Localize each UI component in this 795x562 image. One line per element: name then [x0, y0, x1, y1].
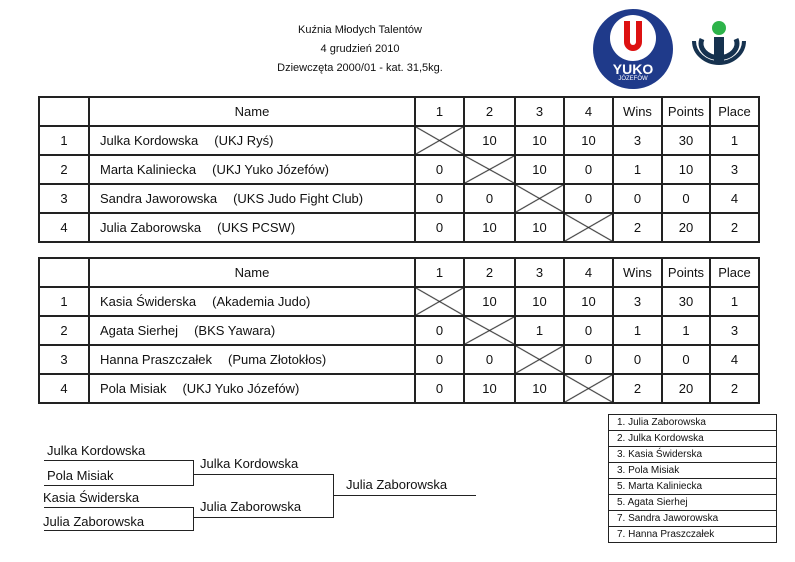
score-cell: 0: [464, 184, 515, 213]
competitor-name: Agata Sierhej: [100, 323, 179, 338]
group-a-table: [38, 96, 760, 243]
score-cell: 0: [564, 155, 613, 184]
column-header: Points: [662, 258, 710, 287]
column-header: 1: [415, 97, 464, 126]
column-header: 3: [515, 97, 564, 126]
yuko-logo: [593, 9, 673, 89]
column-header: 4: [564, 258, 613, 287]
diagonal-cross-cell: [464, 316, 515, 345]
place-cell: 4: [710, 184, 759, 213]
competitor-cell: [89, 184, 415, 213]
table-row: [39, 345, 759, 374]
competitor-club: (UKJ Ryś): [214, 133, 274, 148]
bracket-line: [193, 460, 194, 486]
table-row: [39, 155, 759, 184]
competitor-name: Marta Kaliniecka: [100, 162, 197, 177]
ranking-entry: 2. Julka Kordowska: [609, 431, 777, 447]
points-cell: 20: [662, 374, 710, 403]
ranking-entry: 7. Sandra Jaworowska: [609, 511, 777, 527]
place-cell: 3: [710, 316, 759, 345]
score-cell: 10: [515, 155, 564, 184]
score-cell: 10: [515, 126, 564, 155]
score-cell: 0: [415, 345, 464, 374]
score-cell: 10: [515, 374, 564, 403]
wins-cell: 2: [613, 213, 662, 242]
ranking-entry: 1. Julia Zaborowska: [609, 415, 777, 431]
column-header: 4: [564, 97, 613, 126]
bracket-line: [193, 507, 194, 531]
yuko-logo-subtext: JÓZEFÓW: [618, 76, 648, 82]
wins-cell: 3: [613, 126, 662, 155]
competitor-name: Kasia Świderska: [100, 294, 197, 309]
list-item: [609, 479, 777, 495]
competitor-cell: [89, 374, 415, 403]
event-date: 4 grudzień 2010: [320, 43, 400, 55]
points-cell: 1: [662, 316, 710, 345]
list-item: [609, 431, 777, 447]
bracket-semi2-b: Julia Zaborowska: [43, 514, 145, 529]
event-title: Kuźnia Młodych Talentów: [298, 24, 422, 36]
list-item: [609, 527, 777, 543]
score-cell: 0: [415, 213, 464, 242]
final-ranking-table: [608, 414, 777, 543]
score-cell: 0: [564, 316, 613, 345]
wins-cell: 1: [613, 155, 662, 184]
column-header: Place: [710, 258, 759, 287]
table-row: [39, 126, 759, 155]
place-cell: 1: [710, 287, 759, 316]
table-header-row: [39, 258, 759, 287]
score-cell: 10: [464, 126, 515, 155]
row-number: 2: [39, 155, 89, 184]
points-cell: 0: [662, 345, 710, 374]
score-cell: 0: [564, 345, 613, 374]
score-cell: 0: [564, 184, 613, 213]
bracket-final-b: Julia Zaborowska: [200, 499, 302, 514]
competitor-cell: [89, 316, 415, 345]
competitor-name: Pola Misiak: [100, 381, 167, 396]
ranking-entry: 3. Pola Misiak: [609, 463, 777, 479]
column-header: Wins: [613, 258, 662, 287]
score-cell: 0: [415, 374, 464, 403]
bracket-line: [334, 495, 476, 496]
table-row: [39, 316, 759, 345]
competitor-name: Julia Zaborowska: [100, 220, 202, 235]
competitor-name: Julka Kordowska: [100, 133, 199, 148]
competitor-club: (UKS PCSW): [217, 220, 296, 235]
score-cell: 0: [415, 155, 464, 184]
score-cell: 10: [515, 287, 564, 316]
ranking-entry: 7. Hanna Praszczałek: [609, 527, 777, 543]
score-cell: 0: [464, 345, 515, 374]
header-blank-cell: [39, 258, 89, 287]
row-number: 1: [39, 287, 89, 316]
points-cell: 20: [662, 213, 710, 242]
row-number: 2: [39, 316, 89, 345]
ranking-entry: 3. Kasia Świderska: [609, 447, 777, 463]
diagonal-cross-cell: [515, 345, 564, 374]
group-b-table: [38, 257, 760, 404]
score-cell: 0: [415, 316, 464, 345]
row-number: 1: [39, 126, 89, 155]
score-cell: 10: [464, 213, 515, 242]
points-cell: 10: [662, 155, 710, 184]
competitor-club: (UKJ Yuko Józefów): [212, 162, 329, 177]
bracket-line: [194, 474, 334, 475]
column-header: Name: [89, 97, 415, 126]
score-cell: 10: [564, 287, 613, 316]
points-cell: 30: [662, 287, 710, 316]
place-cell: 1: [710, 126, 759, 155]
row-number: 3: [39, 345, 89, 374]
diagonal-cross-cell: [415, 126, 464, 155]
bracket-final-a: Julka Kordowska: [200, 456, 299, 471]
bracket-semi1-a: Julka Kordowska: [47, 443, 146, 458]
competitor-cell: [89, 155, 415, 184]
diagonal-cross-cell: [515, 184, 564, 213]
place-cell: 3: [710, 155, 759, 184]
column-header: Wins: [613, 97, 662, 126]
table-row: [39, 287, 759, 316]
table-header-row: [39, 97, 759, 126]
info-i-logo: [688, 19, 750, 67]
list-item: [609, 495, 777, 511]
score-cell: 10: [515, 213, 564, 242]
list-item: [609, 463, 777, 479]
row-number: 4: [39, 374, 89, 403]
column-header: Points: [662, 97, 710, 126]
column-header: 2: [464, 258, 515, 287]
bracket-line: [44, 530, 194, 531]
competitor-club: (UKS Judo Fight Club): [233, 191, 364, 206]
bracket-line: [333, 474, 334, 518]
bracket-semi2-a: Kasia Świderska: [43, 490, 140, 505]
competitor-club: (BKS Yawara): [194, 323, 276, 338]
place-cell: 2: [710, 374, 759, 403]
column-header: 3: [515, 258, 564, 287]
place-cell: 2: [710, 213, 759, 242]
competitor-club: (Puma Złotokłos): [228, 352, 327, 367]
wins-cell: 3: [613, 287, 662, 316]
competitor-cell: [89, 213, 415, 242]
header-blank-cell: [39, 97, 89, 126]
row-number: 3: [39, 184, 89, 213]
event-category: Dziewczęta 2000/01 - kat. 31,5kg.: [277, 62, 443, 74]
wins-cell: 1: [613, 316, 662, 345]
score-cell: 10: [464, 287, 515, 316]
bracket-line: [44, 507, 194, 508]
diagonal-cross-cell: [415, 287, 464, 316]
table-row: [39, 184, 759, 213]
wins-cell: 0: [613, 345, 662, 374]
competitor-cell: [89, 287, 415, 316]
bracket-line: [194, 517, 334, 518]
wins-cell: 0: [613, 184, 662, 213]
bracket-line: [44, 460, 194, 461]
ranking-entry: 5. Marta Kaliniecka: [609, 479, 777, 495]
score-cell: 10: [564, 126, 613, 155]
row-number: 4: [39, 213, 89, 242]
bracket-winner: Julia Zaborowska: [346, 477, 448, 492]
yuko-logo-text: YUKO: [612, 61, 654, 77]
wins-cell: 2: [613, 374, 662, 403]
diagonal-cross-cell: [564, 374, 613, 403]
score-cell: 10: [464, 374, 515, 403]
column-header: 2: [464, 97, 515, 126]
competitor-name: Hanna Praszczałek: [100, 352, 212, 367]
list-item: [609, 447, 777, 463]
bracket-semi1-b: Pola Misiak: [47, 468, 114, 483]
column-header: Place: [710, 97, 759, 126]
diagonal-cross-cell: [564, 213, 613, 242]
yuko-emblem-icon: [610, 15, 656, 61]
points-cell: 30: [662, 126, 710, 155]
column-header: Name: [89, 258, 415, 287]
ranking-entry: 5. Agata Sierhej: [609, 495, 777, 511]
score-cell: 0: [415, 184, 464, 213]
diagonal-cross-cell: [464, 155, 515, 184]
points-cell: 0: [662, 184, 710, 213]
competitor-club: (Akademia Judo): [212, 294, 311, 309]
competitor-name: Sandra Jaworowska: [100, 191, 218, 206]
table-row: [39, 213, 759, 242]
competitor-cell: [89, 345, 415, 374]
table-row: [39, 374, 759, 403]
score-cell: 1: [515, 316, 564, 345]
list-item: [609, 415, 777, 431]
list-item: [609, 511, 777, 527]
bracket-line: [44, 485, 194, 486]
competitor-club: (UKJ Yuko Józefów): [182, 381, 300, 396]
competitor-cell: [89, 126, 415, 155]
column-header: 1: [415, 258, 464, 287]
place-cell: 4: [710, 345, 759, 374]
